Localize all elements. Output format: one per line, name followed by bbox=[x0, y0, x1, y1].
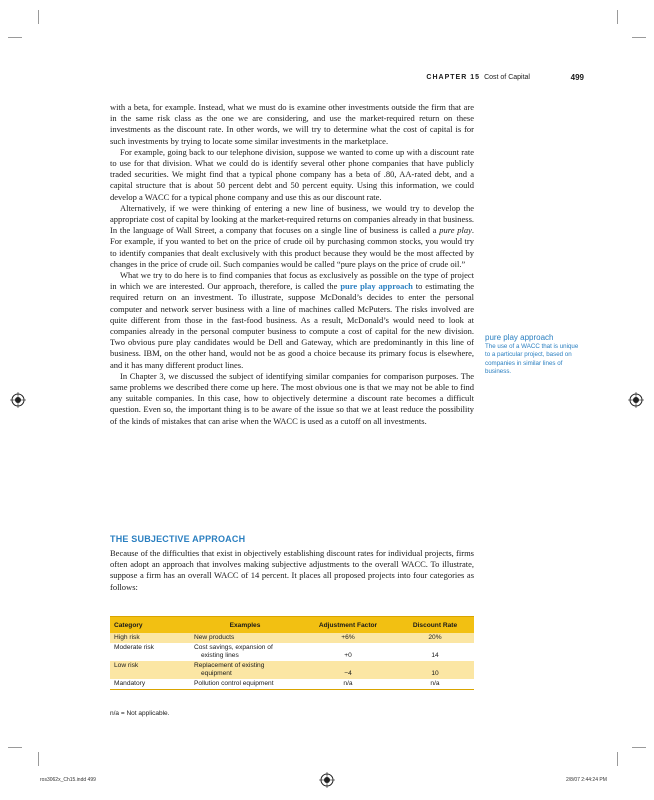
registration-mark-bottom-icon bbox=[319, 772, 335, 788]
table-row: High risk New products +6% 20% bbox=[110, 633, 474, 643]
crop-mark-top-left-h bbox=[8, 37, 22, 38]
chapter-title: Cost of Capital bbox=[484, 74, 530, 81]
table-row: Low risk Replacement of existing equipment −4 10 bbox=[110, 661, 474, 679]
chapter-label: CHAPTER 15 bbox=[426, 74, 480, 81]
crop-mark-bottom-right-h bbox=[632, 747, 646, 748]
key-term-pure-play-approach: pure play approach bbox=[340, 281, 413, 292]
term-pure-play: pure play bbox=[439, 225, 472, 236]
crop-mark-bottom-right bbox=[617, 752, 618, 766]
page-number: 499 bbox=[570, 73, 584, 82]
crop-mark-top-right-h bbox=[632, 37, 646, 38]
paragraph-6: Because of the difficulties that exist in objectively establishing discount rates for individual projects, firms often adopt an approach that involves making subjective adjustments to the overall WACC. To illustrate, suppose a firm has an overall WACC of 14 percent. It places all proposed projects into four categories as follows: bbox=[110, 548, 474, 592]
crop-mark-top-left bbox=[38, 10, 39, 24]
table-header-row bbox=[110, 617, 474, 634]
paragraph-5: In Chapter 3, we discussed the subject of identifying similar companies for comparison purposes. The same problems we described there come up here. The most obvious one is that we may not be able to find any suitable companies. In this case, how to objectively determine a discount rate becomes a difficult question. Even so, the important thing is to be aware of the issue so that we at least reduce the possibility of the kinds of mistakes that can arise when the WACC is used as a cutoff on all investments. bbox=[110, 370, 474, 426]
crop-mark-bottom-left-h bbox=[8, 747, 22, 748]
crop-mark-top-right bbox=[617, 10, 618, 24]
header-discount-rate: Discount Rate bbox=[396, 617, 474, 634]
header-adjustment-factor: Adjustment Factor bbox=[300, 617, 396, 634]
table-row: Mandatory Pollution control equipment n/a n/a bbox=[114, 680, 440, 687]
paragraph-4: What we try to do here is to find companies that focus as exclusively as possible on the type of project in which we are interested. Our approach, therefore, is called the pure play approach to estimating the required return on an investment. To illustrate, suppose McDonald’s decides to enter the personal computer and network server business with a line of machines called McPuters. The risks involved are quite different from those in the fast-food business. As a result, McDonald’s would need to look at companies already in the personal computer business to compute a cost of capital for the new division. Two obvious pure play candidates would be Dell and Gateway, which are predominantly in this line of business. IBM, on the other hand, would not be as good a choice because its primary focus is elsewhere, and it has many different product lines. bbox=[110, 270, 474, 370]
header-examples: Examples bbox=[190, 617, 300, 634]
paragraph-3: Alternatively, if we were thinking of entering a new line of business, we would try to develop the appropriate cost of capital by looking at the market-required returns on companies already in that business. In the language of Wall Street, a company that focuses on a single line of business is called a pure play. For example, if you wanted to bet on the price of crude oil by purchasing common stocks, you would try to identify companies that dealt exclusively with this product because they would be the most affected by changes in the price of crude oil. Such companies would be called “pure plays on the price of crude oil.” bbox=[110, 202, 474, 269]
table-footnote: n/a = Not applicable. bbox=[110, 710, 170, 717]
margin-definition bbox=[485, 333, 585, 376]
slug-date: 2/8/07 2:44:24 PM bbox=[566, 777, 607, 783]
body-text bbox=[110, 102, 474, 427]
margin-definition-text: The use of a WACC that is unique to a particular project, based on companies in similar lines of business. bbox=[485, 343, 579, 375]
section-heading: THE SUBJECTIVE APPROACH bbox=[110, 534, 246, 544]
header-category: Category bbox=[110, 617, 190, 634]
slug-file: ros3062x_Ch15.indd 499 bbox=[40, 777, 96, 783]
body-text-2 bbox=[110, 548, 474, 593]
margin-term: pure play approach bbox=[485, 333, 554, 342]
risk-category-table bbox=[110, 616, 474, 690]
table-row: Moderate risk Cost savings, expansion of existing lines +0 14 bbox=[114, 644, 439, 659]
registration-mark-left-icon bbox=[10, 392, 26, 408]
registration-mark-right-icon bbox=[628, 392, 644, 408]
running-head bbox=[110, 73, 584, 85]
paragraph-1: with a beta, for example. Instead, what we must do is examine other investments outside the firm that are in the same risk class as the one we are considering, and use the market-required return on these investments as the discount rate. In other words, we will try to determine what the cost of capital is for such investments by trying to locate some similar investments in the marketplace. bbox=[110, 102, 474, 146]
paragraph-2: For example, going back to our telephone division, suppose we wanted to come up with a discount rate to use for that division. What we could do is identify several other phone companies that have publicly traded securities. We might find that a typical phone company has a beta of .80, AA-rated debt, and a capital structure that is about 50 percent debt and 50 percent equity. Using this information, we could develop a WACC for a typical phone company and use this as our discount rate. bbox=[110, 146, 474, 202]
crop-mark-bottom-left bbox=[38, 752, 39, 766]
